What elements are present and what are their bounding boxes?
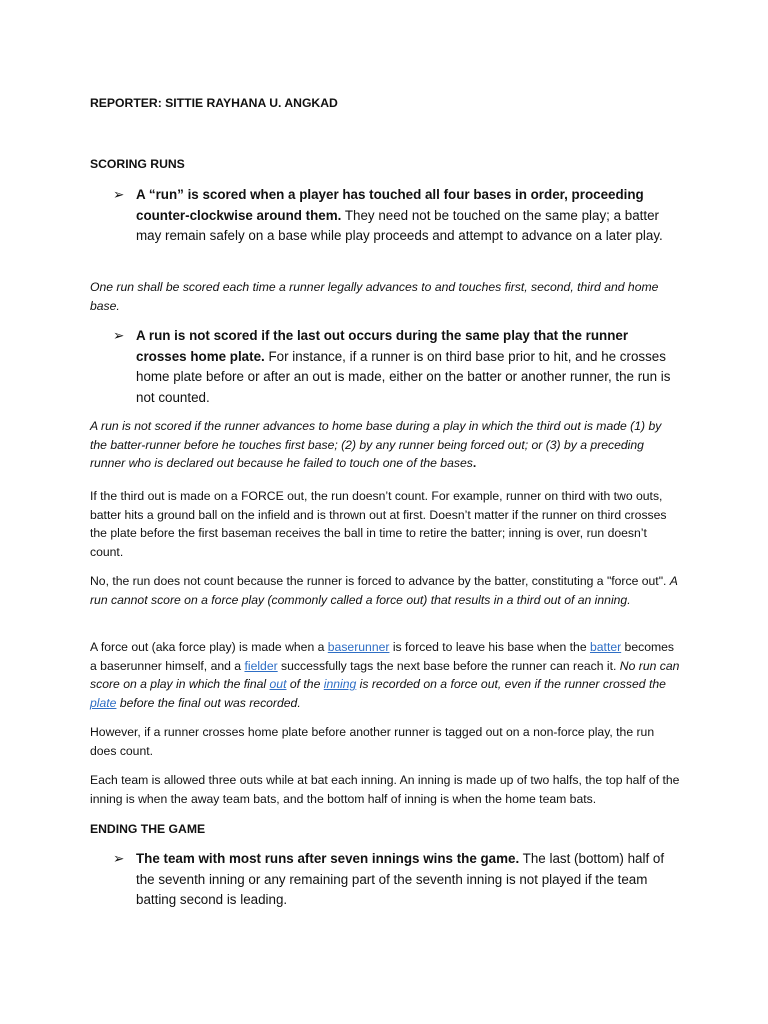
force-out-text-4: successfully tags the next base before the runner can reach it. [277,658,620,673]
italic-paragraph-1: One run shall be scored each time a runner legally advances to and touches first, second, third and home base. [90,280,659,313]
bullet-paragraph-2 [136,326,676,408]
force-out-italic-4: before the final out was recorded. [116,695,301,710]
force-out-text-2: is forced to leave his base when the [389,640,590,654]
paragraph-force-out: If the third out is made on a FORCE out, the run doesn’t count. For example, runner on third with two outs, batter hits a ground ball on the infield and is thrown out at first. Doesn’t matter if the runner on third crosses the plate before the first baseman receives the ball in time to retire the batter; inning is over, run doesn’t count. [90,489,667,559]
bullet-arrow-icon: ➢ [113,851,125,866]
link-plate[interactable]: plate [90,695,117,710]
link-baserunner[interactable]: baserunner [327,640,390,654]
bullet-arrow-icon: ➢ [113,187,125,202]
force-out-text-3: becomes a baserunner himself, and a [90,640,675,673]
bullet-paragraph-1 [136,185,676,247]
bullet-2-text: For instance, if a runner is on third base prior to hit, and he crosses home plate before or after an out is made, either on the batter or another runner, the run is not counted. [136,348,671,405]
bullet-3-bold: The team with most runs after seven innings wins the game. [136,851,520,866]
section-title-ending-game: ENDING THE GAME [90,822,206,836]
force-out-italic-2: of the [286,677,324,692]
paragraph-run-not-count-text: No, the run does not count because the runner is forced to advance by the batter, constituting a "force out". [90,574,670,588]
force-out-italic-3: is recorded on a force out, even if the runner crossed the [356,677,666,692]
bullet-2-bold: A run is not scored if the last out occurs during the same play that the runner crosses home plate. [136,328,629,364]
bullet-1-text: They need not be touched on the same play; a batter may remain safely on a base while play proceeds and attempt to advance on a later play. [136,207,663,244]
bullet-paragraph-3 [136,849,676,911]
italic-paragraph-2-end: . [472,456,477,471]
bullet-1-bold: A “run” is scored when a player has touched all four bases in order, proceeding counter-clockwise around them. [136,187,644,223]
section-title-scoring-runs: SCORING RUNS [90,157,185,171]
paragraph-innings: Each team is allowed three outs while at bat each inning. An inning is made up of two halfs, the top half of the inning is when the away team bats, and the bottom half of inning is when the home team bats. [90,773,680,806]
link-fielder[interactable]: fielder [244,658,278,673]
bullet-arrow-icon: ➢ [113,328,125,343]
paragraph-non-force-play: However, if a runner crosses home plate before another runner is tagged out on a non-force play, the run does count. [90,725,655,758]
link-inning[interactable]: inning [323,677,357,692]
reporter-line: REPORTER: SITTIE RAYHANA U. ANGKAD [90,96,338,110]
paragraph-force-out-definition [90,638,680,712]
italic-paragraph-2 [90,417,680,473]
italic-paragraph-2-text: A run is not scored if the runner advances to home base during a play in which the third out is made (1) by the batter-runner before he touches first base; (2) by any runner being forced out; or (3) by a preceding runner who is declared out because he failed to touch one of the bases [90,419,662,471]
force-out-text-1: A force out (aka force play) is made when a [90,640,328,654]
paragraph-run-not-count [90,572,680,609]
link-batter[interactable]: batter [590,640,622,654]
paragraph-run-not-count-italic: A run cannot score on a force play (commonly called a force out) that results in a third out of an inning. [90,574,678,607]
link-out[interactable]: out [269,677,287,692]
bullet-3-text: The last (bottom) half of the seventh inning or any remaining part of the seventh inning is not played if the team batting second is leading. [136,851,665,908]
force-out-italic-1: No run can score on a play in which the final [90,658,680,692]
